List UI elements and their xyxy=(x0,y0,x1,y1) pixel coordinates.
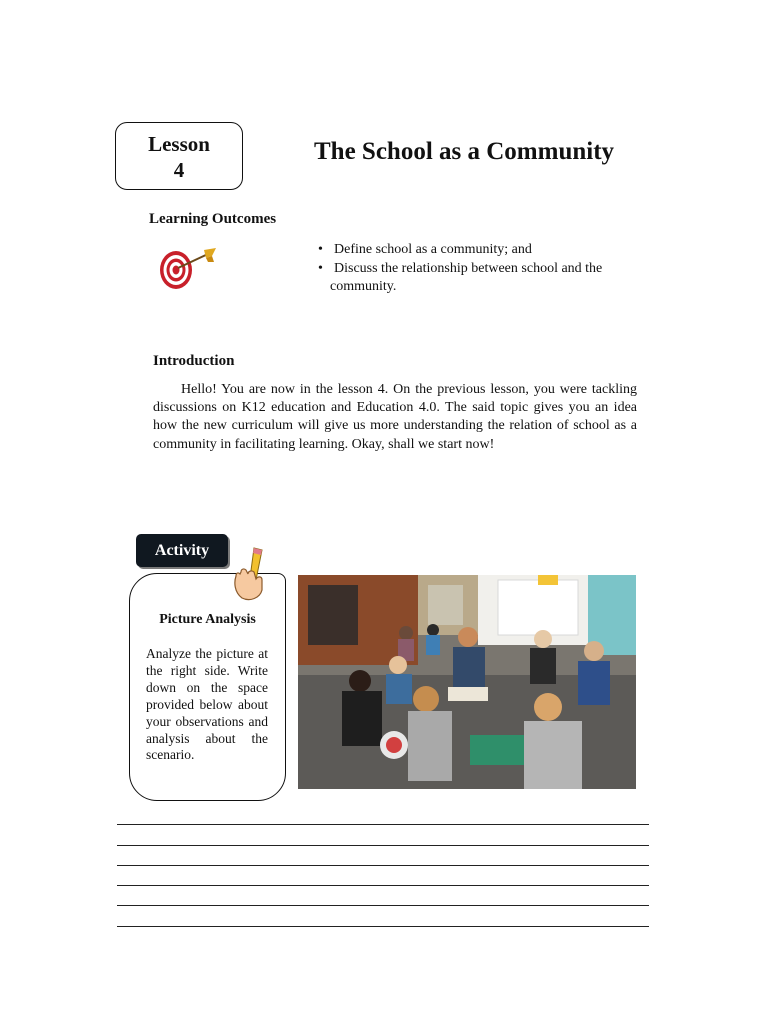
page-title: The School as a Community xyxy=(314,138,615,165)
introduction-heading: Introduction xyxy=(153,353,235,369)
lesson-word: Lesson xyxy=(148,132,210,156)
picture-analysis-heading: Picture Analysis xyxy=(159,612,256,627)
answer-line[interactable] xyxy=(117,886,649,906)
answer-line[interactable] xyxy=(117,906,649,926)
activity-tab: Activity xyxy=(136,534,228,567)
answer-line[interactable] xyxy=(117,825,649,845)
answer-line[interactable] xyxy=(117,805,649,825)
target-dart-icon xyxy=(156,244,220,294)
learning-outcomes-list xyxy=(318,241,643,278)
answer-line[interactable] xyxy=(117,866,649,886)
outcome-item-continuation: community. xyxy=(330,279,397,294)
learning-outcomes-heading: Learning Outcomes xyxy=(149,211,277,227)
answer-lines xyxy=(117,805,649,927)
pointing-hand-pencil-icon xyxy=(228,546,272,602)
picture-analysis-instructions: Analyze the picture at the right side. Write down on the space provided below about your observations and analysis about the scenario. xyxy=(146,646,268,763)
classroom-students-photo xyxy=(298,575,636,789)
lesson-badge xyxy=(115,122,243,190)
answer-line[interactable] xyxy=(117,846,649,866)
lesson-number: 4 xyxy=(173,158,185,182)
introduction-text: Hello! You are now in the lesson 4. On the previous lesson, you were tackling discussions on K12 education and Education 4.0. The said topic gives you an idea how the new curriculum will give us more understanding the relation of school as a community in facilitating learning. Okay, shall we start now! xyxy=(153,382,637,452)
outcome-item: • Define school as a community; and xyxy=(318,241,643,260)
outcome-item: • Discuss the relationship between school and the xyxy=(318,260,643,279)
